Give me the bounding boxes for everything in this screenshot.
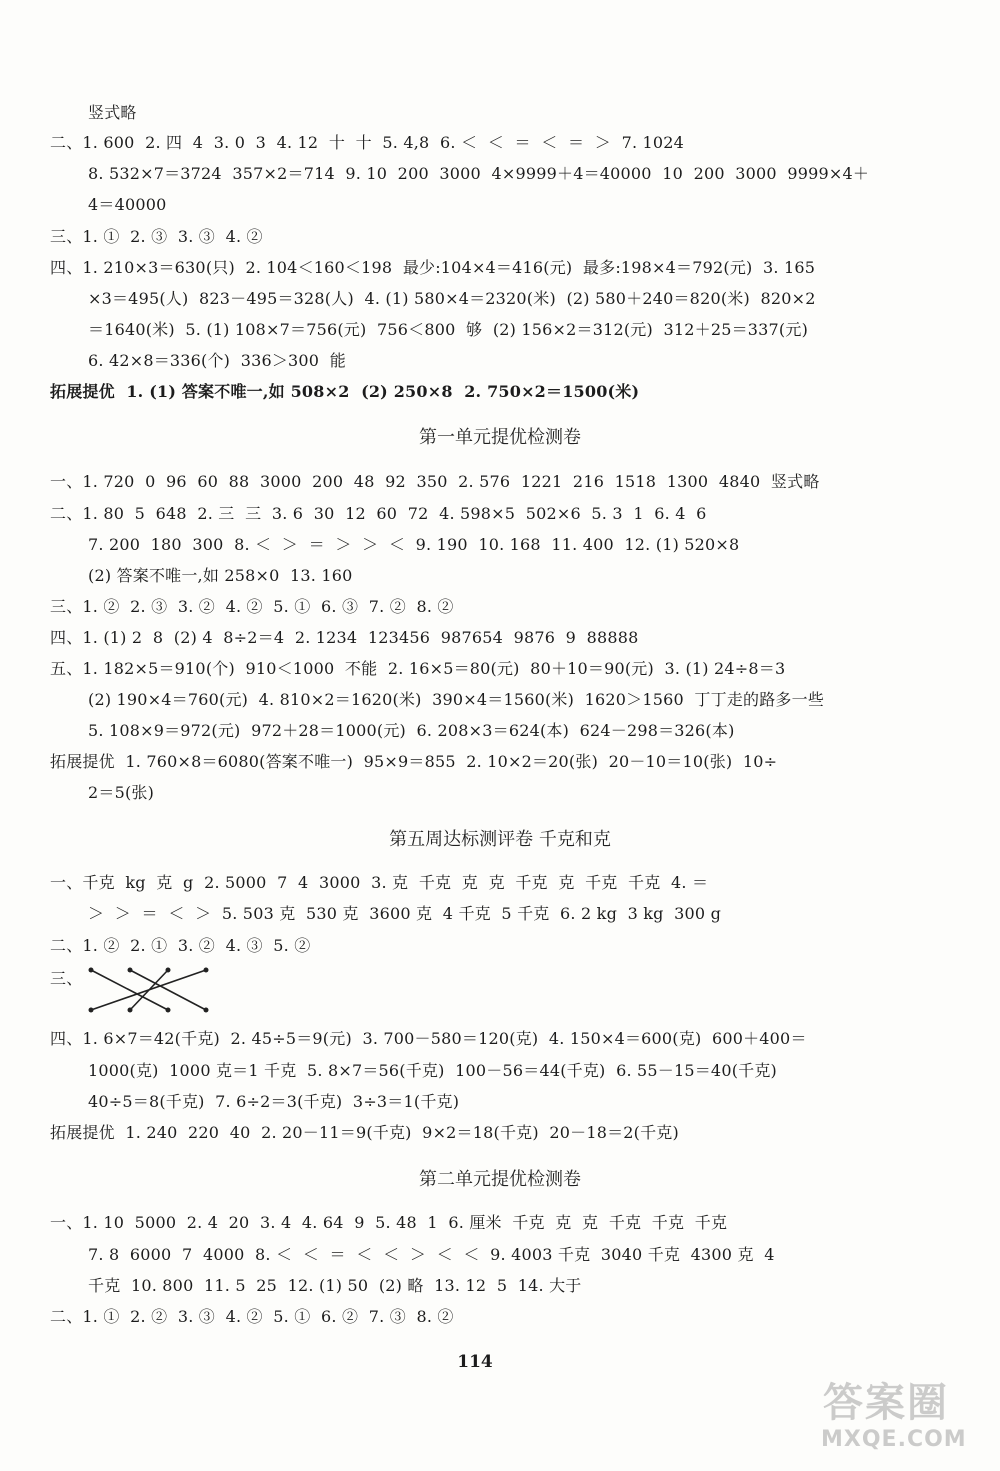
- matching-lines-diagram: [88, 966, 210, 1014]
- text-line: 7. 200 180 300 8. ＜ ＞ ＝ ＞ ＞ ＜ 9. 190 10. 168 11. 400 12. (1) 520×8: [88, 535, 740, 554]
- text-line: ×3＝495(人) 823－495＝328(人) 4. (1) 580×4＝2320(米) (2) 580＋240＝820(米) 820×2: [88, 289, 816, 308]
- text-line: 2＝5(张): [88, 783, 155, 802]
- text-line: 一、1. 720 0 96 60 88 3000 200 48 92 350 2. 576 1221 216 1518 1300 4840 竖式略: [50, 472, 820, 491]
- text-line: 8. 532×7＝3724 357×2＝714 9. 10 200 3000 4×9999＋4＝40000 10 200 3000 9999×4＋: [88, 164, 870, 183]
- text-line: ＞ ＞ ＝ ＜ ＞ 5. 503 克 530 克 3600 克 4 千克 5 千克 6. 2 kg 3 kg 300 g: [88, 904, 722, 923]
- text-line: 二、1. 600 2. 四 4 3. 0 3 4. 12 十 十 5. 4,8 6. ＜ ＜ ＝ ＜ ＝ ＞ 7. 1024: [50, 133, 685, 152]
- match-dot: [204, 968, 209, 973]
- text-line: 四、1. 6×7＝42(千克) 2. 45÷5＝9(元) 3. 700－580＝120(克) 4. 150×4＝600(克) 600＋400＝: [50, 1029, 807, 1048]
- text-line: 二、1. 80 5 648 2. 三 三 3. 6 30 12 60 72 4. 598×5 502×6 5. 3 1 6. 4 6: [50, 504, 707, 523]
- text-line: 7. 8 6000 7 4000 8. ＜ ＜ ＝ ＜ ＜ ＞ ＜ ＜ 9. 4003 千克 3040 千克 4300 克 4: [88, 1245, 775, 1264]
- text-line: 拓展提优 1. (1) 答案不唯一,如 508×2 (2) 250×8 2. 750×2＝1500(米): [50, 382, 640, 401]
- text-line: 一、千克 kg 克 g 2. 5000 7 4 3000 3. 克 千克 克 克 千克 克 千克 千克 4. ＝: [50, 873, 709, 892]
- text-line: 五、1. 182×5＝910(个) 910＜1000 不能 2. 16×5＝80(元) 80＋10＝90(元) 3. (1) 24÷8＝3: [50, 659, 786, 678]
- match-line: [130, 970, 168, 1010]
- text-line: 四、1. (1) 2 8 (2) 4 8÷2＝4 2. 1234 123456 987654 9876 9 88888: [50, 628, 639, 647]
- section-heading: 第二单元提优检测卷: [419, 1169, 581, 1190]
- watermark-url: MXQE.COM: [821, 1427, 967, 1452]
- text-line: 5. 108×9＝972(元) 972＋28＝1000(元) 6. 208×3＝624(本) 624－298＝326(本): [88, 721, 735, 740]
- text-line: 三、1. ① 2. ③ 3. ③ 4. ②: [50, 227, 263, 246]
- match-dot: [204, 1008, 209, 1013]
- text-line: ＝1640(米) 5. (1) 108×7＝756(元) 756＜800 够 (2) 156×2＝312(元) 312＋25＝337(元): [88, 320, 809, 339]
- text-line: 4＝40000: [88, 195, 167, 214]
- section-heading: 第一单元提优检测卷: [419, 427, 581, 448]
- text-line: (2) 190×4＝760(元) 4. 810×2＝1620(米) 390×4＝1560(米) 1620＞1560 丁丁走的路多一些: [88, 690, 825, 709]
- text-line: 一、1. 10 5000 2. 4 20 3. 4 4. 64 9 5. 48 1 6. 厘米 千克 克 克 千克 千克 千克: [50, 1213, 728, 1232]
- text-line: 6. 42×8＝336(个) 336＞300 能: [88, 351, 346, 370]
- text-line: 拓展提优 1. 240 220 40 2. 20－11＝9(千克) 9×2＝18(千克) 20－18＝2(千克): [50, 1123, 679, 1142]
- match-dot: [89, 1008, 94, 1013]
- section-heading: 第五周达标测评卷 千克和克: [389, 829, 611, 850]
- text-line: 40÷5＝8(千克) 7. 6÷2＝3(千克) 3÷3＝1(千克): [88, 1092, 460, 1111]
- text-line: 1000(克) 1000 克＝1 千克 5. 8×7＝56(千克) 100－56＝44(千克) 6. 55－15＝40(千克): [88, 1061, 777, 1080]
- match-dot: [128, 1008, 133, 1013]
- match-dot: [89, 968, 94, 973]
- text-line: 三、1. ② 2. ③ 3. ② 4. ② 5. ① 6. ③ 7. ② 8. ②: [50, 597, 454, 616]
- match-dot: [166, 1008, 171, 1013]
- watermark-text: 答案圈: [823, 1380, 949, 1426]
- match-dot: [128, 968, 133, 973]
- text-line: 四、1. 210×3＝630(只) 2. 104＜160＜198 最少:104×4＝416(元) 最多:198×4＝792(元) 3. 165: [50, 258, 816, 277]
- text-line: 千克 10. 800 11. 5 25 12. (1) 50 (2) 略 13. 12 5 14. 大于: [88, 1276, 582, 1295]
- text-line: 二、1. ① 2. ② 3. ③ 4. ② 5. ① 6. ② 7. ③ 8. ②: [50, 1307, 454, 1326]
- match-line: [130, 970, 206, 1010]
- text-line: 拓展提优 1. 760×8＝6080(答案不唯一) 95×9＝855 2. 10×2＝20(张) 20－10＝10(张) 10÷: [50, 752, 778, 771]
- match-line: [91, 970, 168, 1010]
- page-number: 114: [457, 1352, 493, 1372]
- text-line: (2) 答案不唯一,如 258×0 13. 160: [88, 566, 353, 585]
- text-line: 二、1. ② 2. ① 3. ② 4. ③ 5. ②: [50, 936, 311, 955]
- text-line: 竖式略: [88, 103, 137, 122]
- match-dot: [166, 968, 171, 973]
- watermark-logo: [813, 1371, 988, 1461]
- text-line: 三、: [50, 969, 83, 988]
